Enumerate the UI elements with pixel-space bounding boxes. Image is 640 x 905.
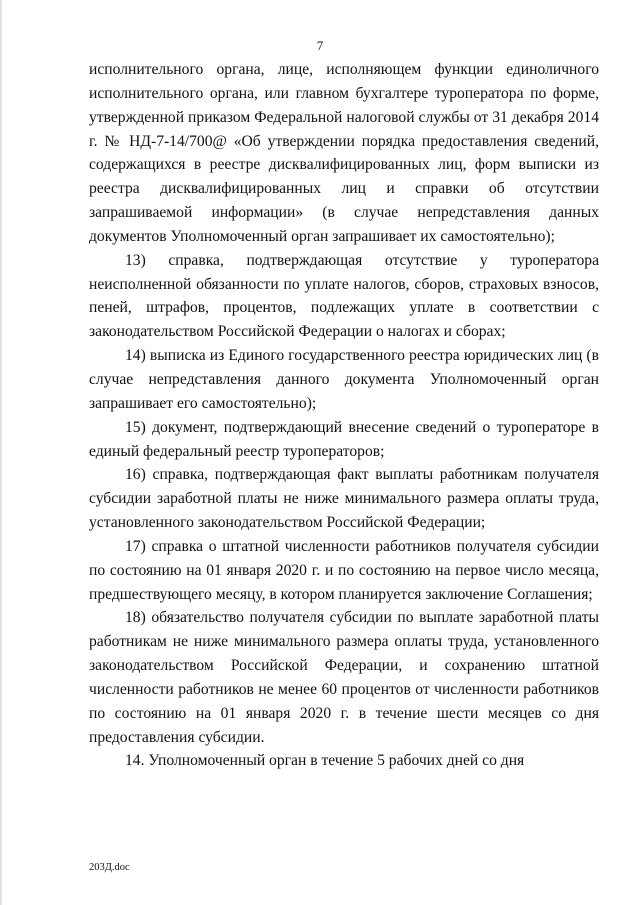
scan-edge: [0, 0, 3, 905]
paragraph-item-13: 13) справка, подтверждающая отсутствие у туроператора неисполненной обязанности по уплате налогов, сборов, страховых взносов, пеней, штрафов, процентов, подлежащих уплате в соответствии с законодательством Российской Федерации о налогах и сборах;: [89, 251, 599, 341]
footer-filename: 203Д.doc: [89, 862, 130, 873]
paragraph-item-14: 14) выписка из Единого государственного реестра юридических лиц (в случае непредставления данного документа Уполномоченный орган запрашивает его самостоятельно);: [89, 347, 599, 412]
paragraph-item-16: 16) справка, подтверждающая факт выплаты работникам получателя субсидии заработной платы не ниже минимального размера оплаты труда, установленного законодательством Российской Федерации;: [89, 466, 599, 532]
page-number: 7: [316, 38, 324, 53]
paragraph-section-14: 14. Уполномоченный орган в течение 5 рабочих дней со дня: [125, 752, 525, 770]
paragraph-continuation: исполнительного органа, лице, исполняющем функции единоличного исполнительного органа, или главном бухгалтере туроператора по форме, утвержденной приказом Федеральной налоговой службы от 31 декабря 2014 г. № НД-7-14/700@ «Об утверждении порядка предоставления сведений, содержащихся в реестре дисквалифицированных лиц, форм выписки из реестра дисквалифицированных лиц и справки об отсутствии запрашиваемой информации» (в случае непредставления данных документов Уполномоченный орган запрашивает их самостоятельно);: [89, 61, 599, 245]
paragraph-item-18: 18) обязательство получателя субсидии по выплате заработной платы работникам не ниже минимального размера оплаты труда, установленного законодательством Российской Федерации, и сохранению штатной численности работников не менее 60 процентов от численности работников по состоянию на 01 января 2020 г. в течение шести месяцев со дня предоставления субсидии.: [89, 609, 599, 746]
paragraph-item-17: 17) справка о штатной численности работников получателя субсидии по состоянию на 01 января 2020 г. и по состоянию на первое число месяца, предшествующего месяцу, в котором планируется заключение Соглашения;: [89, 537, 599, 603]
document-body: [89, 58, 599, 773]
paragraph-item-15: 15) документ, подтверждающий внесение сведений о туроператоре в единый федеральный реестр туроператоров;: [89, 418, 599, 460]
